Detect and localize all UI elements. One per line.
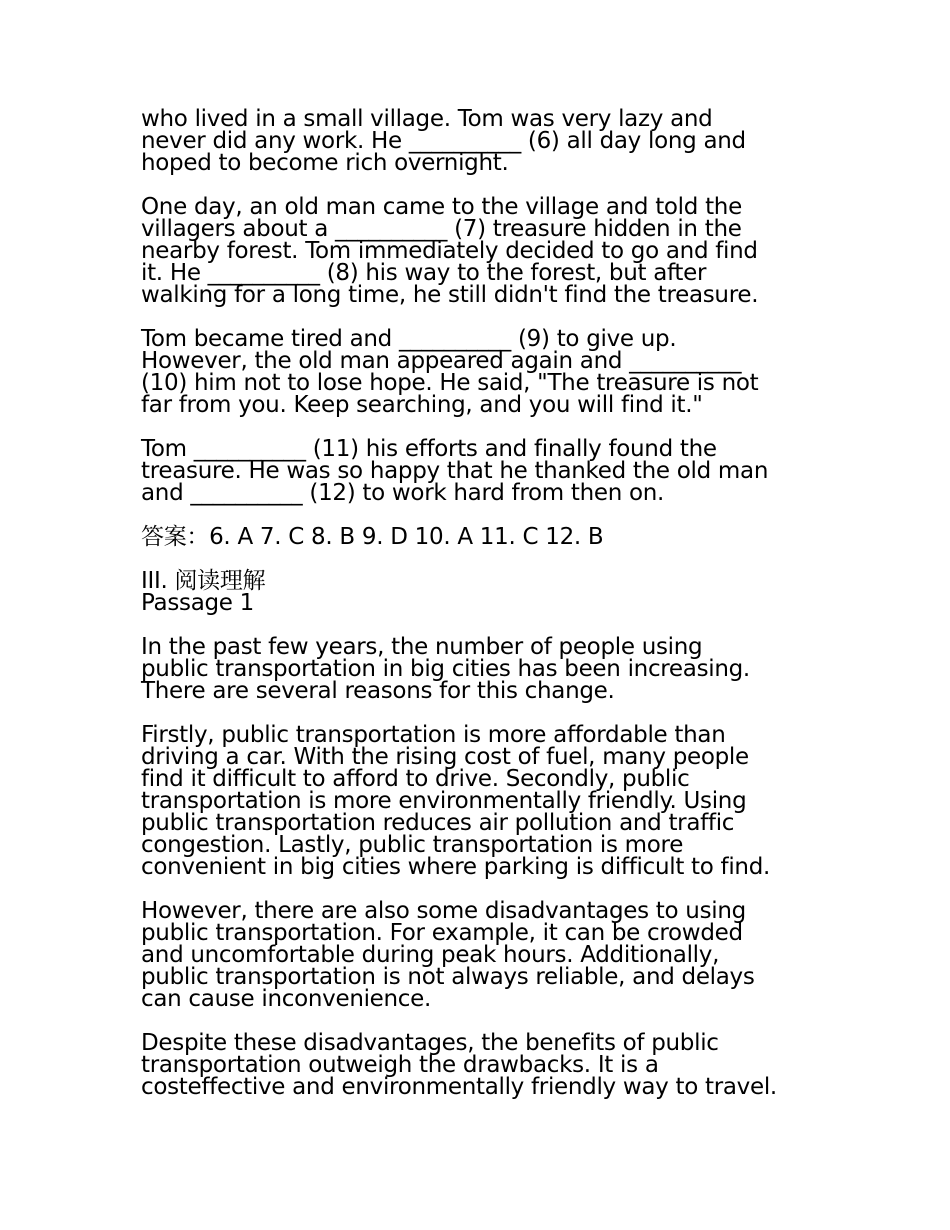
text-line: Despite these disadvantages, the benefits of public: [141, 1030, 719, 1056]
text-line: walking for a long time, he still didn't find the treasure.: [141, 282, 759, 308]
text-line: One day, an old man came to the village and told the: [141, 194, 742, 220]
text-line: far from you. Keep searching, and you will find it.": [141, 392, 703, 418]
text-line: costeffective and environmentally friendly way to travel.: [141, 1074, 777, 1100]
text-line: public transportation is not always reliable, and delays: [141, 964, 755, 990]
text-line: (10) him not to lose hope. He said, "The treasure is not: [141, 370, 759, 396]
passage-paragraph-2: [141, 724, 821, 878]
text-line: convenient in big cities where parking is difficult to find.: [141, 854, 771, 880]
passage-paragraph-3: [141, 900, 821, 1010]
text-line: villagers about a __________ (7) treasure hidden in the: [141, 216, 742, 242]
text-line: congestion. Lastly, public transportation is more: [141, 832, 684, 858]
cloze-paragraph-1: [141, 108, 821, 174]
text-line: Tom __________ (11) his efforts and finally found the: [141, 436, 717, 462]
document-page: [141, 108, 821, 1120]
answer-line: 答案：6. A 7. C 8. B 9. D 10. A 11. C 12. B: [141, 524, 604, 550]
text-line: and uncomfortable during peak hours. Additionally,: [141, 942, 720, 968]
text-line: However, the old man appeared again and __________: [141, 348, 742, 374]
text-line: it. He __________ (8) his way to the forest, but after: [141, 260, 707, 286]
text-line: and __________ (12) to work hard from then on.: [141, 480, 665, 506]
text-line: However, there are also some disadvantages to using: [141, 898, 746, 924]
answer-key: [141, 526, 821, 548]
passage-title: Passage 1: [141, 590, 254, 616]
text-line: Tom became tired and __________ (9) to give up.: [141, 326, 677, 352]
text-line: nearby forest. Tom immediately decided to go and find: [141, 238, 758, 264]
text-line: In the past few years, the number of people using: [141, 634, 703, 660]
text-line: transportation outweigh the drawbacks. It is a: [141, 1052, 659, 1078]
text-line: can cause inconvenience.: [141, 986, 432, 1012]
passage-paragraph-1: [141, 636, 821, 702]
text-line: treasure. He was so happy that he thanked the old man: [141, 458, 769, 484]
text-line: hoped to become rich overnight.: [141, 150, 509, 176]
cloze-paragraph-4: [141, 438, 821, 504]
text-line: public transportation. For example, it can be crowded: [141, 920, 743, 946]
text-line: transportation is more environmentally friendly. Using: [141, 788, 747, 814]
text-line: who lived in a small village. Tom was very lazy and: [141, 106, 713, 132]
text-line: public transportation in big cities has been increasing.: [141, 656, 750, 682]
text-line: never did any work. He __________ (6) all day long and: [141, 128, 746, 154]
cloze-paragraph-2: [141, 196, 821, 306]
reading-heading: [141, 570, 821, 614]
text-line: Firstly, public transportation is more affordable than: [141, 722, 726, 748]
passage-paragraph-4: [141, 1032, 821, 1098]
text-line: driving a car. With the rising cost of fuel, many people: [141, 744, 749, 770]
section-heading: III. 阅读理解: [141, 568, 266, 594]
cloze-paragraph-3: [141, 328, 821, 416]
text-line: There are several reasons for this change.: [141, 678, 615, 704]
text-line: find it difficult to afford to drive. Secondly, public: [141, 766, 690, 792]
text-line: public transportation reduces air pollution and traffic: [141, 810, 735, 836]
